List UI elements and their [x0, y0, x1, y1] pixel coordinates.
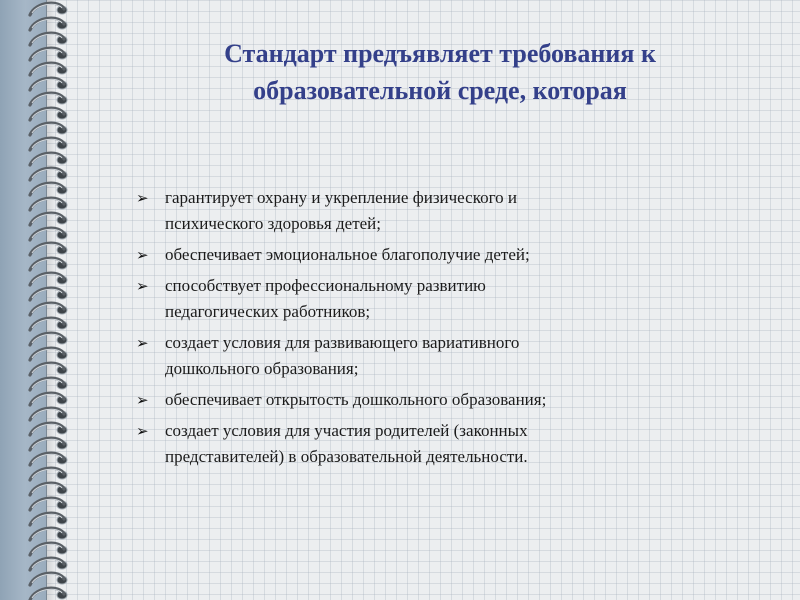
binding-ring	[30, 573, 67, 585]
list-item-line: обеспечивает эмоциональное благополучие детей;	[165, 245, 530, 264]
binding-ring	[30, 153, 67, 165]
binding-ring	[30, 198, 67, 210]
list-item-text	[165, 273, 692, 325]
arrow-bullet-icon: ➢	[136, 191, 149, 207]
list-item-line: создает условия для развивающего вариативного	[165, 333, 520, 352]
binding-ring	[30, 243, 67, 255]
binding-ring	[30, 258, 67, 270]
binding-ring	[30, 483, 67, 495]
arrow-bullet-icon: ➢	[136, 393, 149, 409]
binding-ring	[30, 378, 67, 390]
binding-ring	[30, 108, 67, 120]
list-item	[132, 185, 692, 237]
list-item	[132, 330, 692, 382]
list-item	[132, 242, 692, 268]
list-item-line: создает условия для участия родителей (законных	[165, 421, 528, 440]
binding-ring	[30, 528, 67, 540]
arrow-bullet-icon: ➢	[136, 248, 149, 264]
list-item-text	[165, 387, 692, 413]
list-item	[132, 387, 692, 413]
list-item-line: обеспечивает открытость дошкольного образования;	[165, 390, 547, 409]
binding-ring	[30, 513, 67, 525]
list-item	[132, 273, 692, 325]
list-item-text	[165, 330, 692, 382]
arrow-bullet-icon: ➢	[136, 279, 149, 295]
spiral-binding	[0, 0, 80, 600]
requirements-list	[132, 185, 692, 475]
slide-title-line: образовательной среде, которая	[253, 76, 627, 105]
arrow-bullet-icon: ➢	[136, 424, 149, 440]
list-item-text	[165, 418, 692, 470]
list-item-text	[165, 185, 692, 237]
binding-ring	[30, 78, 67, 90]
binding-ring	[30, 558, 67, 570]
binding-ring	[30, 393, 67, 405]
binding-ring	[30, 318, 67, 330]
binding-ring	[30, 348, 67, 360]
binding-ring	[30, 498, 67, 510]
list-item	[132, 418, 692, 470]
binding-ring	[30, 228, 67, 240]
binding-ring	[30, 213, 67, 225]
slide-title	[150, 35, 730, 109]
binding-ring	[30, 273, 67, 285]
binding-ring	[30, 123, 67, 135]
binding-ring	[30, 288, 67, 300]
list-item-line: психического здоровья детей;	[165, 214, 381, 233]
list-item-line: дошкольного образования;	[165, 359, 359, 378]
list-item-line: способствует профессиональному развитию	[165, 276, 486, 295]
binding-ring	[30, 138, 67, 150]
binding-ring	[30, 3, 67, 15]
slide-title-line: Стандарт предъявляет требования к	[224, 39, 656, 68]
binding-ring	[30, 333, 67, 345]
binding-ring	[30, 168, 67, 180]
binding-ring	[30, 33, 67, 45]
arrow-bullet-icon: ➢	[136, 336, 149, 352]
binding-ring	[30, 183, 67, 195]
binding-ring	[30, 363, 67, 375]
binding-ring	[30, 303, 67, 315]
list-item-line: представителей) в образовательной деятельности.	[165, 447, 528, 466]
binding-ring	[30, 18, 67, 30]
binding-ring	[30, 453, 67, 465]
binding-ring	[30, 423, 67, 435]
binding-ring	[30, 588, 67, 600]
list-item-line: педагогических работников;	[165, 302, 371, 321]
binding-ring	[30, 63, 67, 75]
binding-ring	[30, 48, 67, 60]
binding-ring	[30, 543, 67, 555]
list-item-line: гарантирует охрану и укрепление физического и	[165, 188, 517, 207]
binding-ring	[30, 93, 67, 105]
binding-ring	[30, 468, 67, 480]
binding-ring	[30, 408, 67, 420]
binding-ring	[30, 438, 67, 450]
list-item-text	[165, 242, 692, 268]
